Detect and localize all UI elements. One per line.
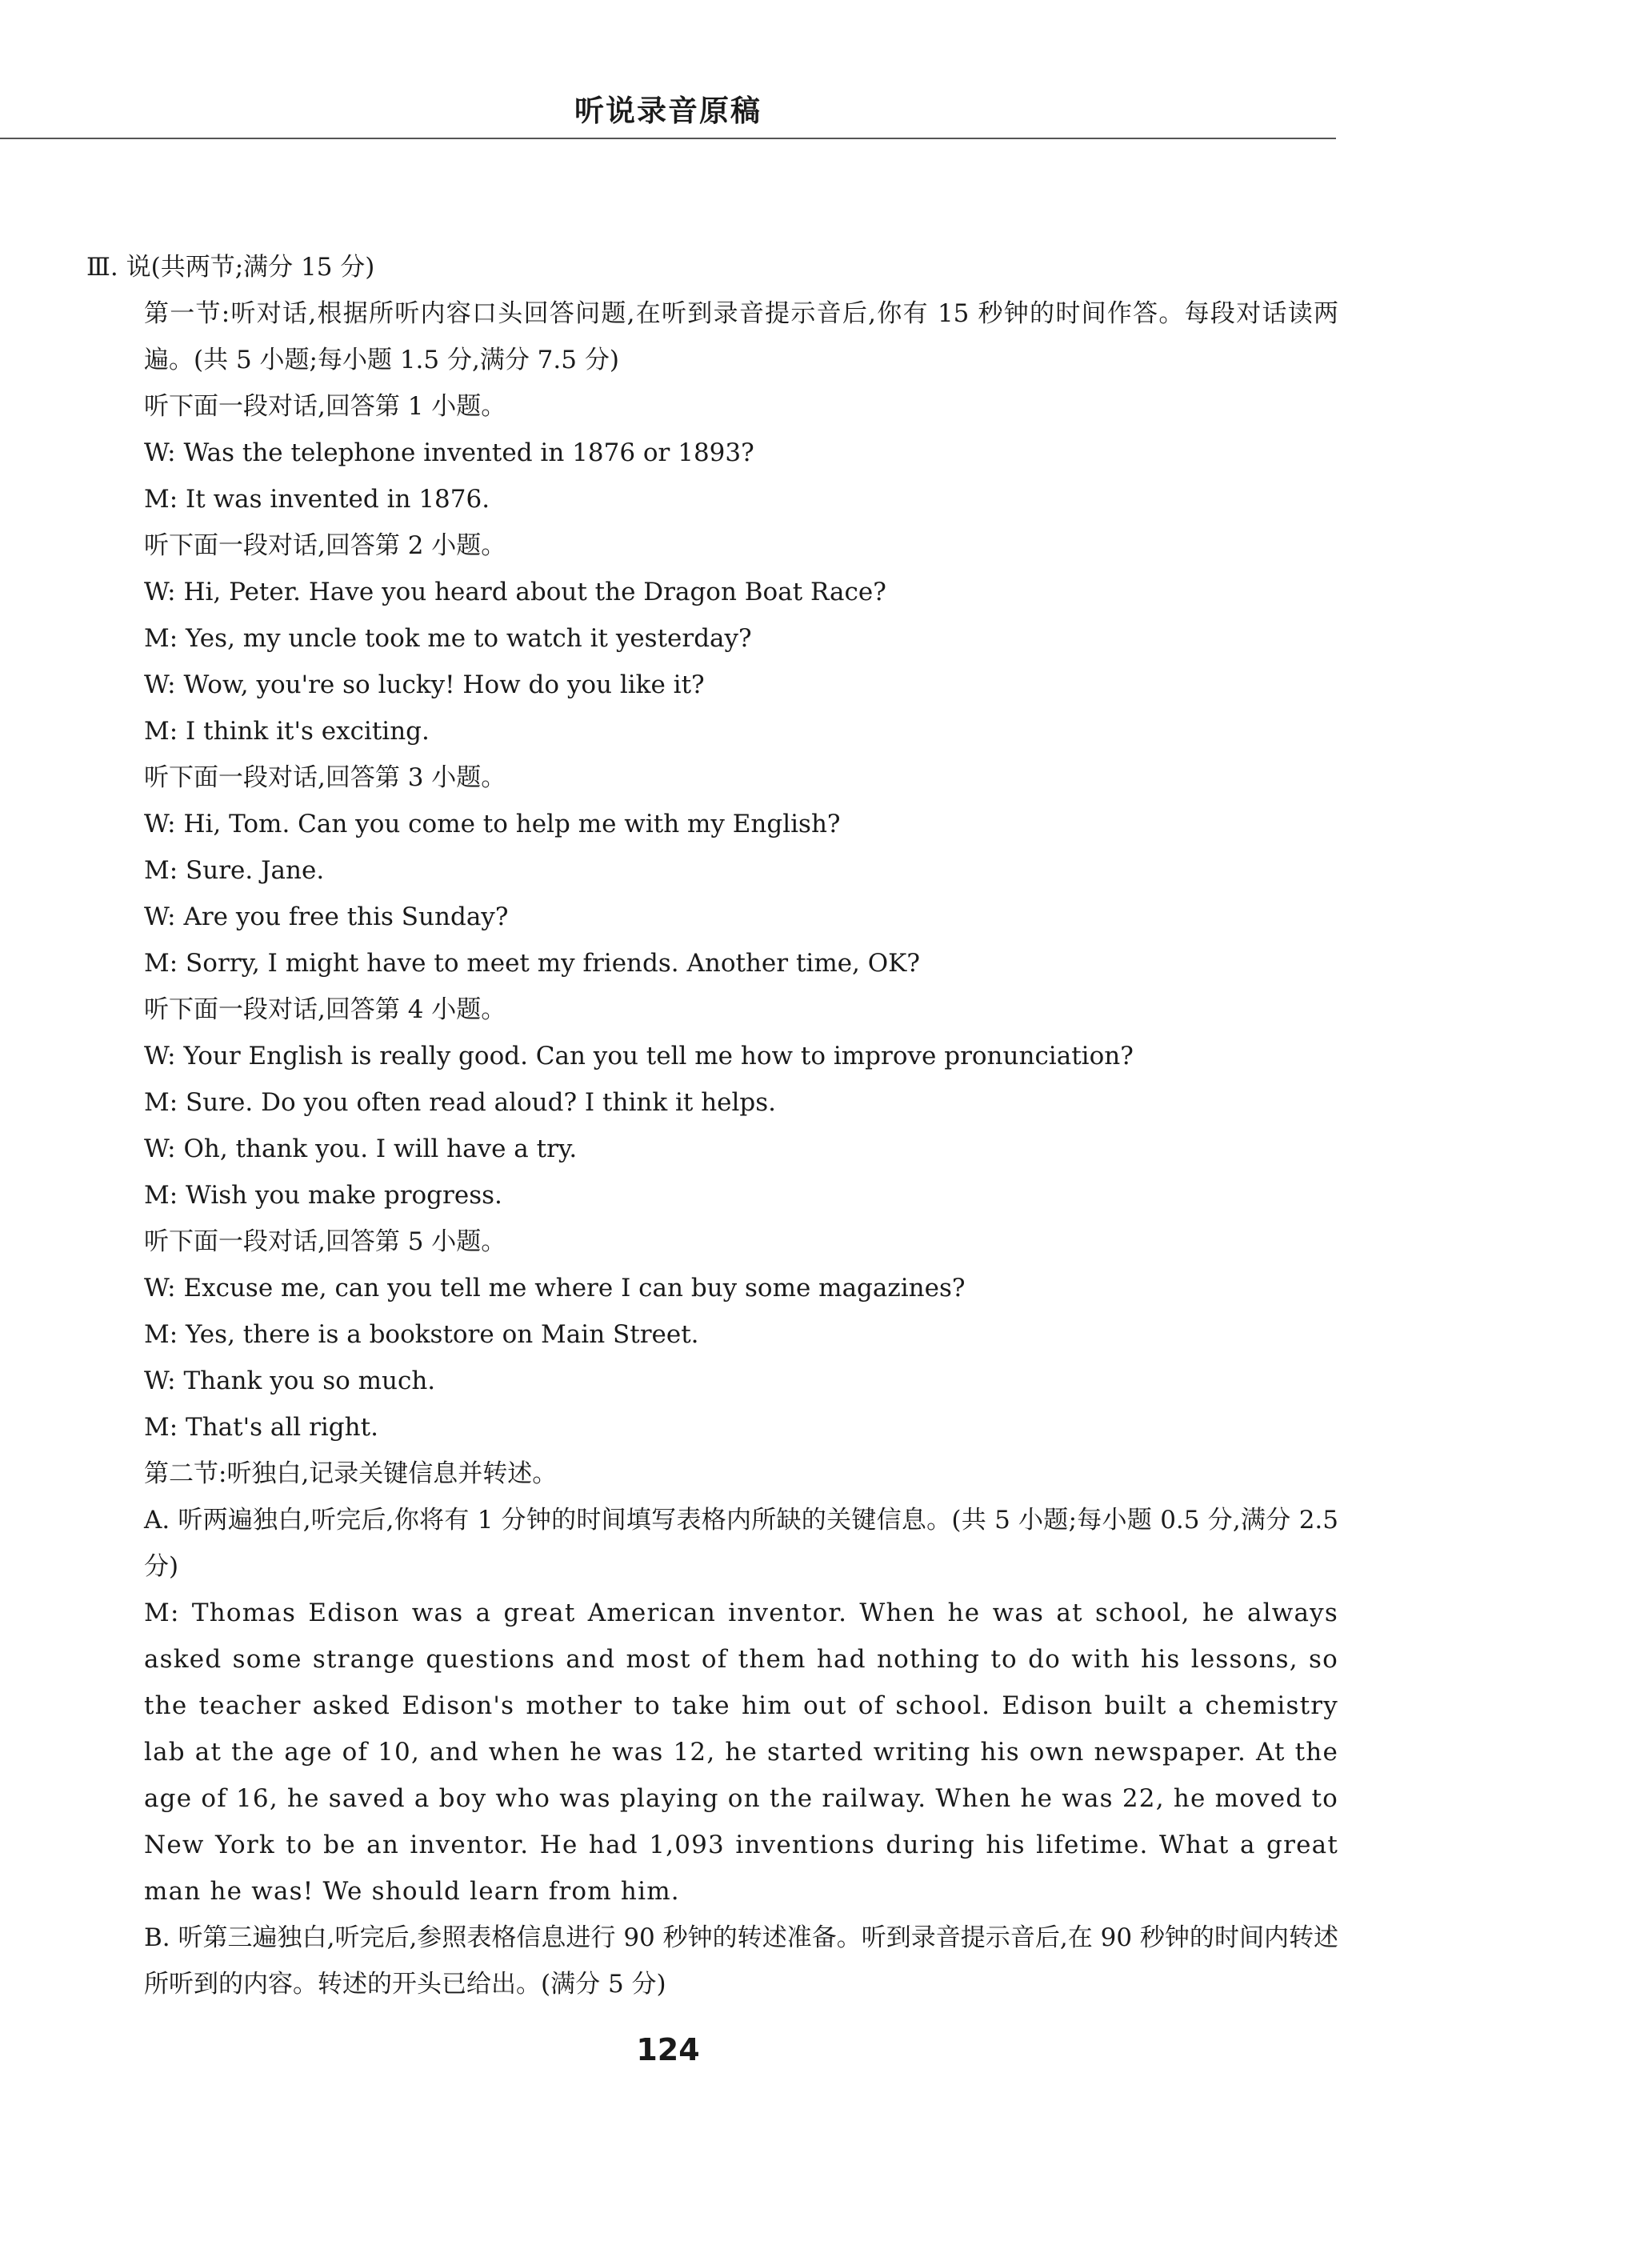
part1-instructions: 第一节:听对话,根据所听内容口头回答问题,在听到录音提示音后,你有 15 秒钟的时间作答。每段对话读两遍。(共 5 小题;每小题 1.5 分,满分 7.5 分): [144, 299, 1338, 374]
dialogue-line: W: Was the telephone invented in 1876 or 1893?: [144, 438, 754, 467]
dialogue-line: W: Are you free this Sunday?: [144, 902, 509, 931]
dialogue-line: W: Hi, Peter. Have you heard about the Dragon Boat Race?: [144, 578, 886, 606]
dialogue-line: M: That's all right.: [144, 1413, 378, 1442]
dialogue-line: M: Sure. Jane.: [144, 856, 325, 885]
dialogue-line: M: Yes, there is a bookstore on Main Street.: [144, 1320, 699, 1349]
part2-b-instructions: B. 听第三遍独白,听完后,参照表格信息进行 90 秒钟的转述准备。听到录音提示音后,在 90 秒钟的时间内转述所听到的内容。转述的开头已给出。(满分 5 分): [144, 1923, 1338, 1999]
dialogue-line: M: I think it's exciting.: [144, 717, 430, 746]
dialogue-5-intro: 听下面一段对话,回答第 5 小题。: [144, 1227, 506, 1256]
monologue-text: M: Thomas Edison was a great American inventor. When he was at school, he always asked some strange questions and most of them had nothing to do with his lessons, so the teacher asked Edison's mother to take him out of school. Edison built a chemistry lab at the age of 10, and when he was 12, he started writing his own newspaper. At the age of 16, he saved a boy who was playing on the railway. When he was 22, he moved to New York to be an inventor. He had 1,093 inventions during his lifetime. What a great man he was! We should learn from him.: [144, 1599, 1338, 1906]
dialogue-line: M: Sorry, I might have to meet my friends. Another time, OK?: [144, 949, 920, 978]
dialogue-line: M: Sure. Do you often read aloud? I think it helps.: [144, 1088, 777, 1117]
page-number: 124: [636, 2032, 700, 2067]
page-header-title: 听说录音原稿: [574, 94, 762, 128]
dialogue-line: W: Oh, thank you. I will have a try.: [144, 1135, 578, 1163]
dialogue-1-intro: 听下面一段对话,回答第 1 小题。: [144, 392, 506, 421]
part2-title: 第二节:听独白,记录关键信息并转述。: [144, 1459, 558, 1488]
dialogue-line: W: Wow, you're so lucky! How do you like it?: [144, 670, 705, 699]
dialogue-4-intro: 听下面一段对话,回答第 4 小题。: [144, 995, 506, 1024]
part2-a-instructions: A. 听两遍独白,听完后,你将有 1 分钟的时间填写表格内所缺的关键信息。(共 5 小题;每小题 0.5 分,满分 2.5 分): [144, 1506, 1338, 1581]
dialogue-line: M: Wish you make progress.: [144, 1181, 502, 1210]
dialogue-line: W: Thank you so much.: [144, 1367, 436, 1395]
header-divider: [0, 138, 1336, 139]
dialogue-line: W: Excuse me, can you tell me where I can buy some magazines?: [144, 1274, 966, 1303]
dialogue-line: M: It was invented in 1876.: [144, 485, 490, 514]
dialogue-line: M: Yes, my uncle took me to watch it yesterday?: [144, 624, 752, 653]
section-title: Ⅲ. 说(共两节;满分 15 分): [86, 253, 375, 282]
dialogue-line: W: Hi, Tom. Can you come to help me with my English?: [144, 810, 841, 838]
document-body: [86, 244, 1338, 2007]
dialogue-2-intro: 听下面一段对话,回答第 2 小题。: [144, 531, 506, 560]
dialogue-line: W: Your English is really good. Can you tell me how to improve pronunciation?: [144, 1042, 1134, 1070]
dialogue-3-intro: 听下面一段对话,回答第 3 小题。: [144, 763, 506, 792]
